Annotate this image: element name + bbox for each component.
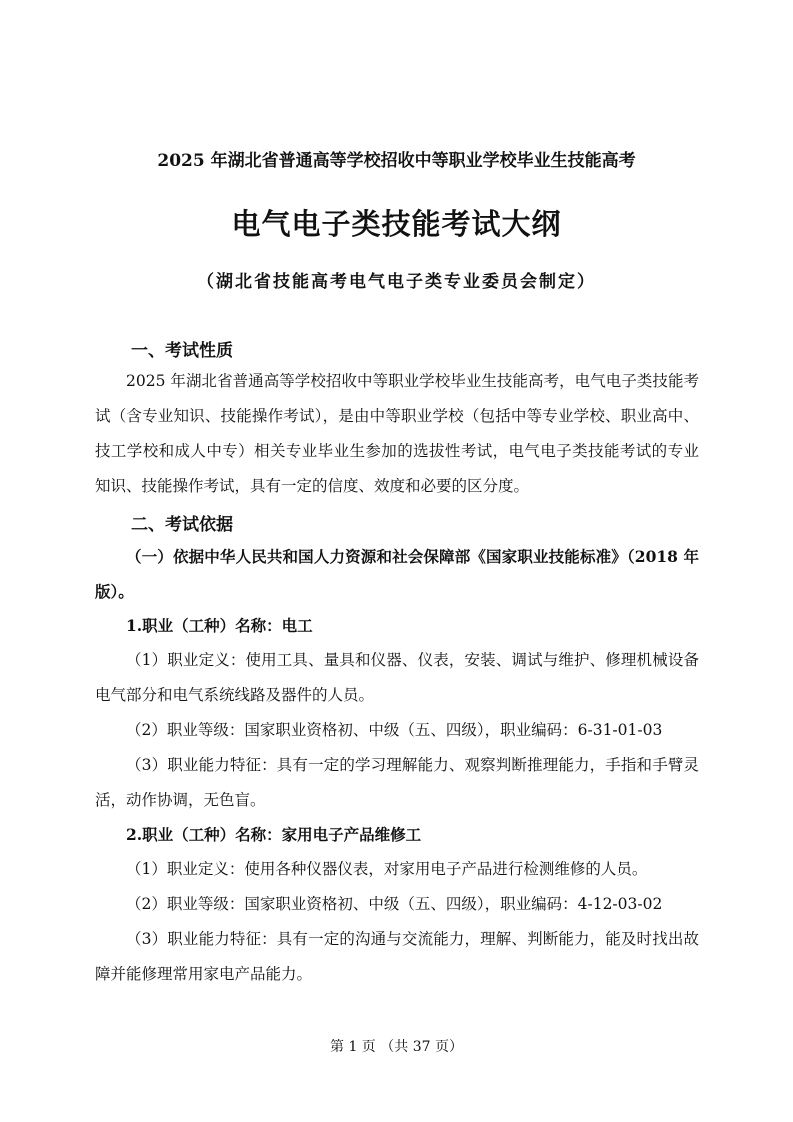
document-title: 电气电子类技能考试大纲 [231,207,562,241]
job-2-ability: （3）职业能力特征：具有一定的沟通与交流能力，理解、判断能力，能及时找出故障并能修理常用家电产品能力。 [95,930,699,983]
subsection-heading-1: （一）依据中华人民共和国人力资源和社会保障部《国家职业技能标准》（2018 年版）。 [95,547,699,601]
job-2-level: （2）职业等级：国家职业资格初、中级（五、四级），职业编码：4-12-03-02 [126,895,663,913]
job-1-title: 1.职业（工种）名称：电工 [126,616,313,635]
page-number: 第 1 页 （共 37 页） [330,1039,463,1055]
job-2-title: 2.职业（工种）名称：家用电子产品维修工 [126,825,422,844]
document-subtitle: （湖北省技能高考电气电子类专业委员会制定） [197,272,596,292]
job-1-level: （2）职业等级：国家职业资格初、中级（五、四级），职业编码：6-31-01-03 [126,721,663,739]
job-1-definition: （1）职业定义：使用工具、量具和仪器、仪表，安装、调试与维护、修理机械设备电气部分和电气系统线路及器件的人员。 [95,651,699,704]
section-heading-2: 二、考试依据 [131,515,233,535]
document-header-line: 2025 年湖北省普通高等学校招收中等职业学校毕业生技能高考 [157,151,636,171]
section-1-paragraph: 2025 年湖北省普通高等学校招收中等职业学校毕业生技能高考，电气电子类技能考试（含专业知识、技能操作考试），是由中等职业学校（包括中等专业学校、职业高中、技工学校和成人中专）相关专业毕业生参加的选拔性考试，电气电子类技能考试的专业知识、技能操作考试，具有一定的信度、效度和必要的区分度。 [95,372,699,495]
job-2-definition: （1）职业定义：使用各种仪器仪表，对家用电子产品进行检测维修的人员。 [126,860,648,878]
section-heading-1: 一、考试性质 [131,341,233,361]
job-1-ability: （3）职业能力特征：具有一定的学习理解能力、观察判断推理能力，手指和手臂灵活，动作协调，无色盲。 [95,756,699,809]
